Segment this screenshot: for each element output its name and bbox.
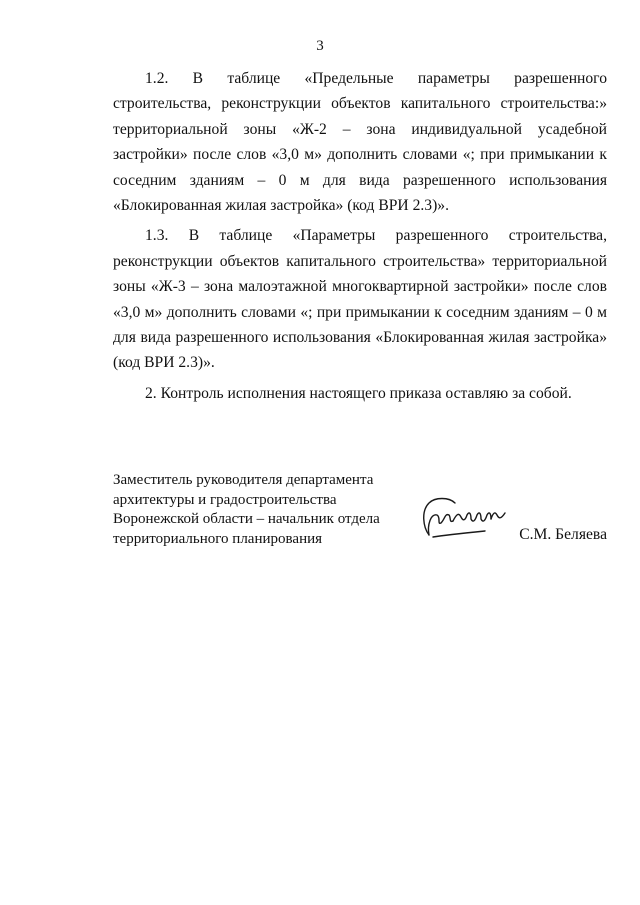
signer-title-line: Заместитель руководителя департамента [113,472,374,488]
handwritten-signature [415,491,511,543]
signer-title-line: территориального планирования [113,530,323,547]
document-body [113,66,607,406]
paragraph-1-3: 1.3. В таблице «Параметры разрешенного строительства, реконструкции объектов капитального строительства» территориальной зоны «Ж-3 – зона малоэтажной многоквартирной застройки» после слов «3,0 м» дополнить словами «; при примыкании к соседним зданиям – 0 м для вида разрешенного использования «Блокированная жилая застройка» (код ВРИ 2.3)». [113,227,607,372]
signature-block [113,471,607,561]
page-number: 3 [316,38,324,54]
paragraph-2: 2. Контроль исполнения настоящего приказа оставляю за собой. [145,384,572,402]
signer-name: С.М. Беляева [519,526,607,543]
signer-title-line: архитектуры и градостроительства [113,491,337,508]
paragraph-1-2: 1.2. В таблице «Предельные параметры разрешенного строительства, реконструкции объектов капитального строительства:» территориальной зоны «Ж-2 – зона индивидуальной усадебной застройки» после слов «3,0 м» дополнить словами «; при примыкании к соседним зданиям – 0 м для вида разрешенного использования «Блокированная жилая застройка» (код ВРИ 2.3)». [113,70,607,215]
signer-title [113,471,413,549]
signer-title-line: Воронежской области – начальник отдела [113,511,380,527]
